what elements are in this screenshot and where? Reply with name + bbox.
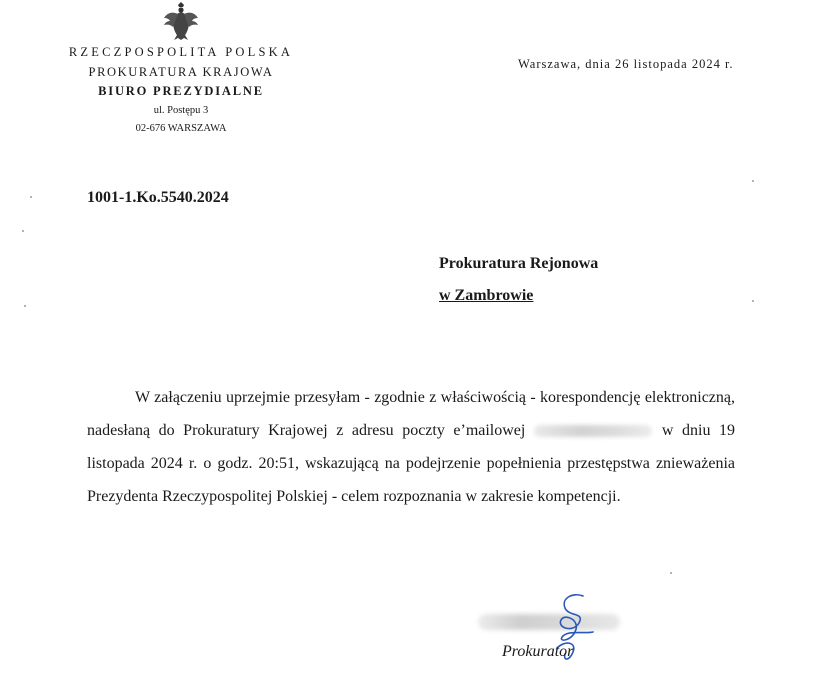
scan-speck [22,230,24,232]
addressee-line-2: w Zambrowie [439,287,534,304]
letterhead-country: RZECZPOSPOLITA POLSKA [68,45,294,59]
body-text-part-1: W załączeniu uprzejmie przesyłam - zgodnie z właściwością - korespondencję elektroniczną, nadesłaną do Prokuratury Krajowej z adresu poczty e’mailowej [87,389,735,439]
letterhead-office: PROKURATURA KRAJOWA [88,65,274,79]
letter-body [87,381,735,513]
place-and-date: Warszawa, dnia 26 listopada 2024 r. [518,57,734,71]
addressee-line-1: Prokuratura Rejonowa [439,255,599,272]
scan-speck [752,300,754,302]
letterhead-bureau: BIURO PREZYDIALNE [98,84,264,98]
scan-speck [752,180,754,182]
redacted-email-address [534,425,652,437]
signatory-role: Prokurator [502,643,574,660]
case-reference-number: 1001-1.Ko.5540.2024 [87,189,229,206]
eagle-emblem-icon [163,2,199,40]
letterhead-street: ul. Postępu 3 [153,105,209,116]
letterhead-city: 02-676 WARSZAWA [135,123,227,134]
scan-speck [30,196,32,198]
body-text-part-2: w dniu 19 listopada 2024 r. o godz. 20:51, wskazującą na podejrzenie popełnienia przestępstwa znieważenia Prezydenta Rzeczypospolitej Polskiej - celem rozpoznania w zakresie kompetencji. [87,422,736,505]
scan-speck [670,572,672,574]
scan-speck [24,305,26,307]
